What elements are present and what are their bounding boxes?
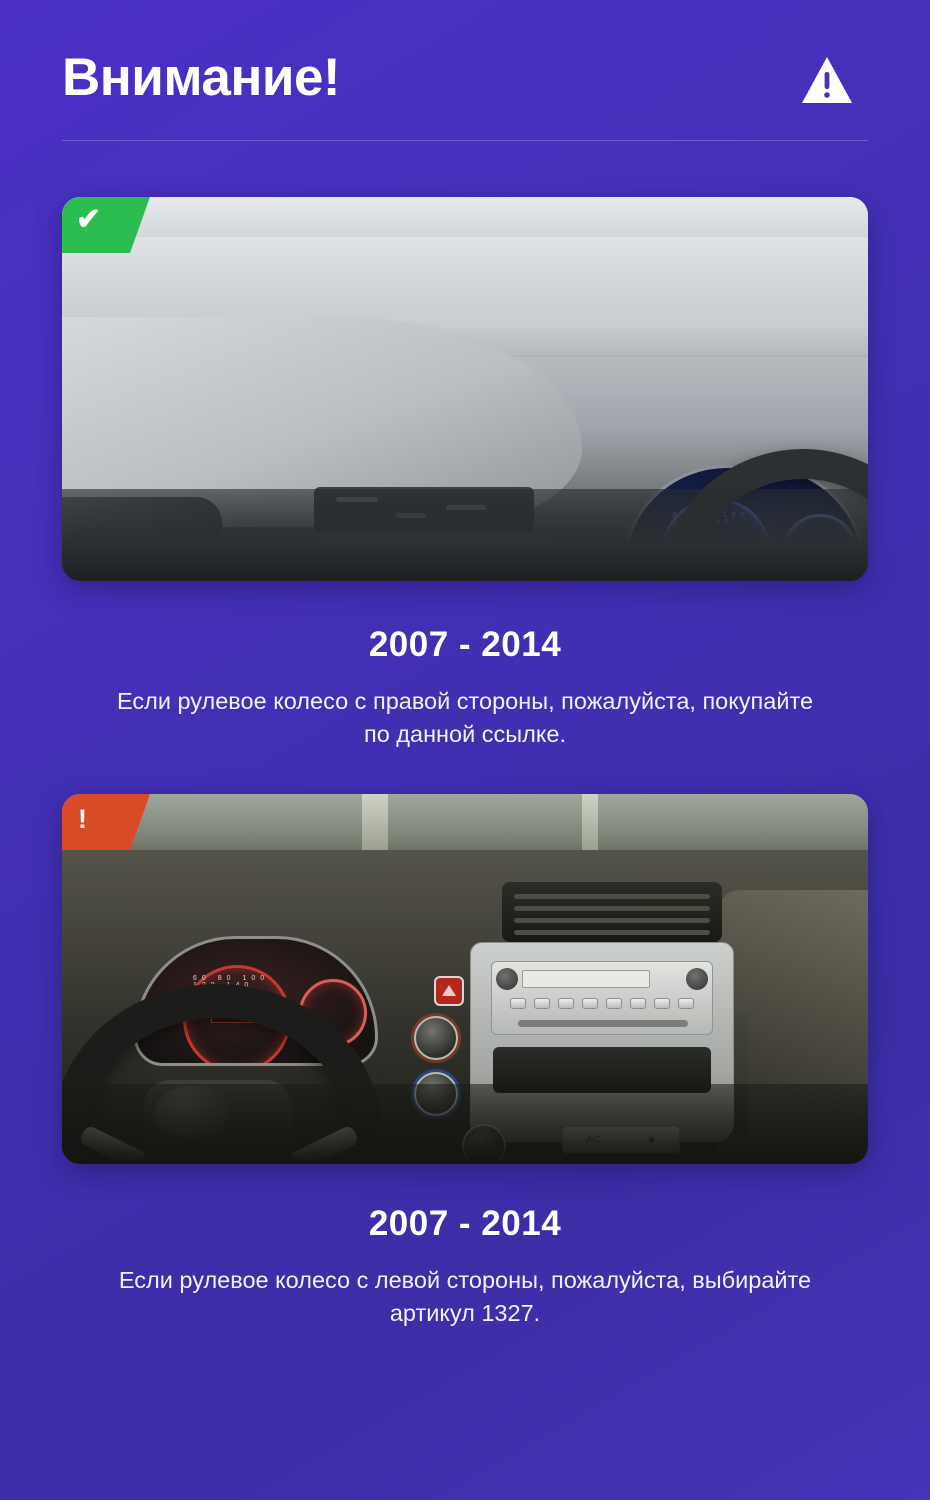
lhd-description: Если рулевое колесо с левой стороны, пожалуйста, выбирайте артикул 1327. (118, 1266, 812, 1327)
exclamation-mark-icon: ! (78, 803, 87, 834)
rhd-interior-photo (62, 197, 868, 581)
lhd-interior-photo (62, 794, 868, 1164)
volume-knob (496, 968, 518, 990)
lhd-caption (62, 1204, 868, 1331)
header-divider (62, 140, 868, 141)
air-vent-icon (502, 882, 722, 942)
tuning-knob (686, 968, 708, 990)
head-unit (491, 961, 713, 1035)
page-header (62, 0, 868, 108)
fan-speed-dial (414, 1016, 458, 1060)
radio-display (522, 970, 650, 988)
rhd-interior-card[interactable] (62, 197, 868, 581)
page-title: Внимание! (62, 47, 341, 107)
lhd-interior-card[interactable] (62, 794, 868, 1164)
lhd-years: 2007 - 2014 (368, 1203, 562, 1243)
preset-button-row (510, 998, 694, 1010)
rhd-years: 2007 - 2014 (368, 625, 562, 664)
rhd-caption (62, 625, 868, 752)
warning-triangle-icon (800, 54, 854, 108)
cd-slot (518, 1020, 688, 1027)
status-badge-warning (62, 794, 130, 850)
speedometer-ticks: 60 80 100 120 140 (193, 974, 270, 989)
hazard-light-button (434, 976, 464, 1006)
check-mark-icon: ✔ (76, 203, 102, 236)
rhd-description: Если рулевое колесо с правой стороны, пожалуйста, покупайте по данной ссылке. (116, 688, 814, 748)
